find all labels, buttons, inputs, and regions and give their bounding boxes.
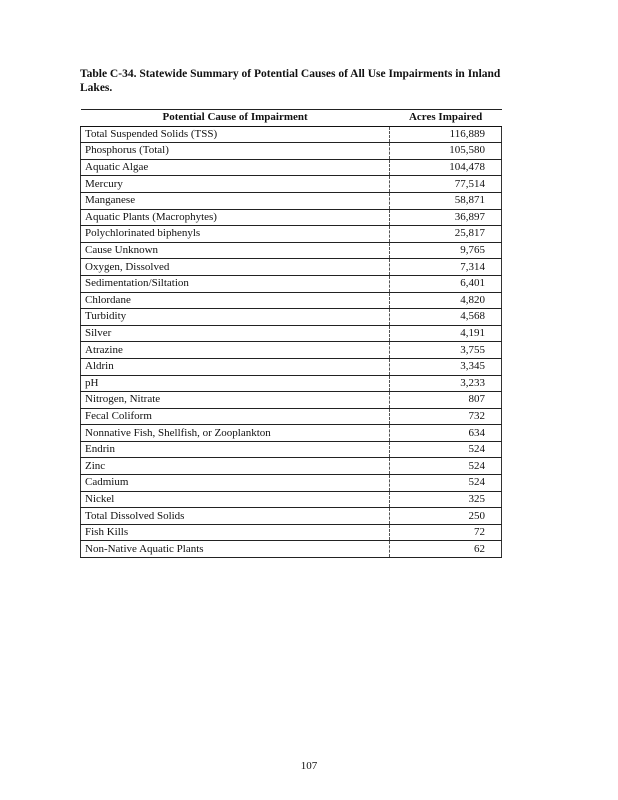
acres-cell: 58,871	[390, 192, 502, 209]
table-row	[81, 209, 502, 226]
table-row	[81, 392, 502, 409]
acres-cell: 3,755	[390, 342, 502, 359]
table-caption: Table C-34. Statewide Summary of Potential Causes of All Use Impairments in Inland Lakes.	[80, 68, 501, 94]
table-row	[81, 292, 502, 309]
table-row	[81, 475, 502, 492]
acres-cell: 6,401	[390, 275, 502, 292]
header-acres: Acres Impaired	[390, 110, 502, 127]
cause-cell: Atrazine	[81, 342, 390, 359]
table-row	[81, 159, 502, 176]
table-row	[81, 259, 502, 276]
table-header-row	[81, 110, 502, 127]
table-row	[81, 458, 502, 475]
cause-cell: pH	[81, 375, 390, 392]
cause-cell: Total Suspended Solids (TSS)	[81, 126, 390, 143]
cause-cell: Nickel	[81, 491, 390, 508]
acres-cell: 250	[390, 508, 502, 525]
table-row	[81, 408, 502, 425]
cause-cell: Mercury	[81, 176, 390, 193]
acres-cell: 104,478	[390, 159, 502, 176]
table-row	[81, 126, 502, 143]
cause-cell: Zinc	[81, 458, 390, 475]
acres-cell: 524	[390, 441, 502, 458]
acres-cell: 3,233	[390, 375, 502, 392]
acres-cell: 7,314	[390, 259, 502, 276]
table-row	[81, 358, 502, 375]
table-row	[81, 242, 502, 259]
header-cause: Potential Cause of Impairment	[81, 110, 390, 127]
acres-cell: 105,580	[390, 143, 502, 160]
table-row	[81, 143, 502, 160]
acres-cell: 72	[390, 524, 502, 541]
impairment-table	[80, 109, 502, 558]
cause-cell: Fish Kills	[81, 524, 390, 541]
cause-cell: Fecal Coliform	[81, 408, 390, 425]
acres-cell: 807	[390, 392, 502, 409]
cause-cell: Silver	[81, 325, 390, 342]
acres-cell: 4,191	[390, 325, 502, 342]
acres-cell: 524	[390, 458, 502, 475]
cause-cell: Phosphorus (Total)	[81, 143, 390, 160]
cause-cell: Cadmium	[81, 475, 390, 492]
acres-cell: 25,817	[390, 226, 502, 243]
cause-cell: Turbidity	[81, 309, 390, 326]
cause-cell: Cause Unknown	[81, 242, 390, 259]
acres-cell: 325	[390, 491, 502, 508]
cause-cell: Sedimentation/Siltation	[81, 275, 390, 292]
acres-cell: 36,897	[390, 209, 502, 226]
page-number: 107	[300, 760, 318, 772]
cause-cell: Nonnative Fish, Shellfish, or Zooplankton	[81, 425, 390, 442]
acres-cell: 9,765	[390, 242, 502, 259]
table-row	[81, 375, 502, 392]
acres-cell: 524	[390, 475, 502, 492]
table-row	[81, 192, 502, 209]
cause-cell: Endrin	[81, 441, 390, 458]
table-row	[81, 524, 502, 541]
cause-cell: Chlordane	[81, 292, 390, 309]
table-row	[81, 541, 502, 558]
table-row	[81, 441, 502, 458]
table-row	[81, 508, 502, 525]
cause-cell: Aquatic Algae	[81, 159, 390, 176]
acres-cell: 77,514	[390, 176, 502, 193]
cause-cell: Manganese	[81, 192, 390, 209]
table-row	[81, 176, 502, 193]
cause-cell: Polychlorinated biphenyls	[81, 226, 390, 243]
table-row	[81, 325, 502, 342]
acres-cell: 4,568	[390, 309, 502, 326]
cause-cell: Total Dissolved Solids	[81, 508, 390, 525]
table-row	[81, 342, 502, 359]
cause-cell: Aldrin	[81, 358, 390, 375]
acres-cell: 634	[390, 425, 502, 442]
cause-cell: Non-Native Aquatic Plants	[81, 541, 390, 558]
table-row	[81, 425, 502, 442]
acres-cell: 4,820	[390, 292, 502, 309]
cause-cell: Oxygen, Dissolved	[81, 259, 390, 276]
table-row	[81, 309, 502, 326]
cause-cell: Nitrogen, Nitrate	[81, 392, 390, 409]
acres-cell: 62	[390, 541, 502, 558]
cause-cell: Aquatic Plants (Macrophytes)	[81, 209, 390, 226]
acres-cell: 116,889	[390, 126, 502, 143]
table-row	[81, 226, 502, 243]
acres-cell: 732	[390, 408, 502, 425]
table-row	[81, 491, 502, 508]
acres-cell: 3,345	[390, 358, 502, 375]
table-row	[81, 275, 502, 292]
